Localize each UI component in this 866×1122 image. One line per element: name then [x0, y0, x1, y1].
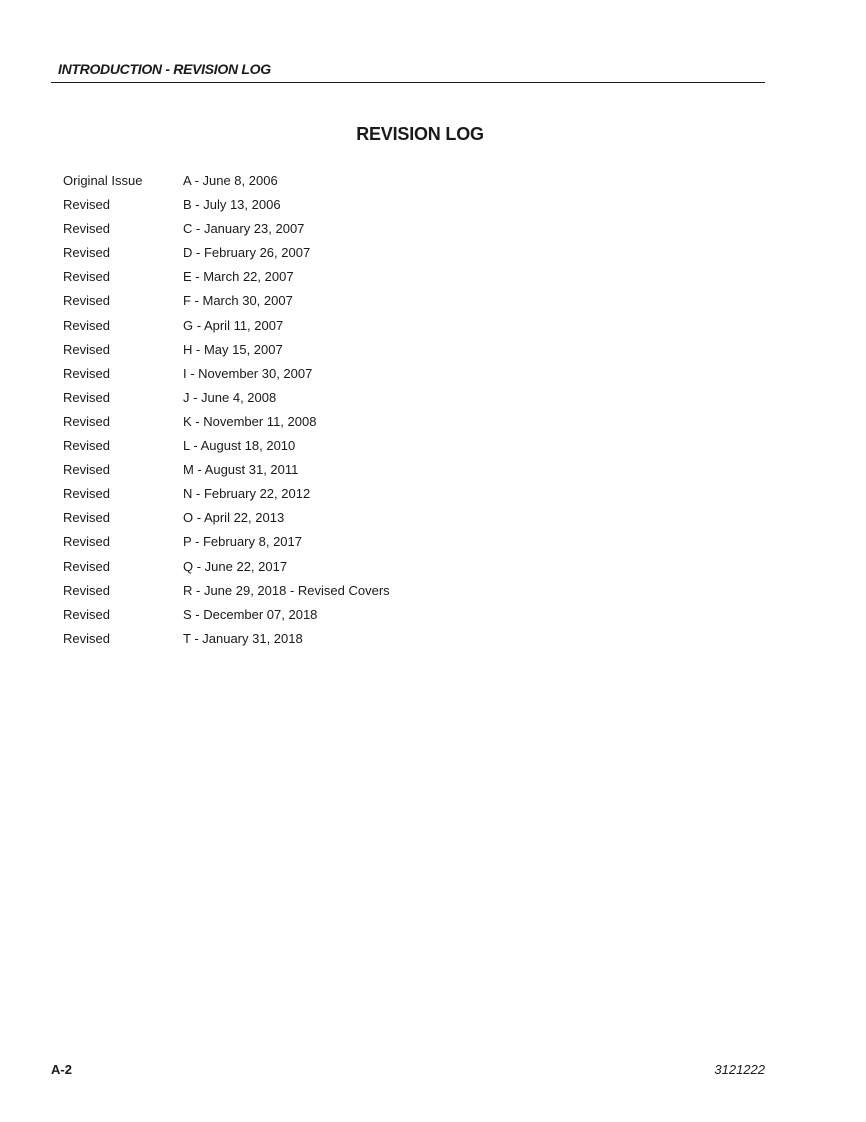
revision-entry: M - August 31, 2011	[183, 462, 299, 478]
revision-status: Revised	[63, 606, 110, 622]
revision-status: Revised	[63, 534, 110, 550]
revision-entry: S - December 07, 2018	[183, 606, 318, 622]
revision-entry: I - November 30, 2007	[183, 365, 313, 381]
revision-entry: J - June 4, 2008	[183, 389, 277, 405]
page-number: A-2	[51, 1062, 72, 1077]
revision-status: Original Issue	[63, 173, 143, 188]
revision-entry: H - May 15, 2007	[183, 341, 283, 357]
revision-status: Revised	[63, 582, 110, 598]
revision-status: Revised	[63, 197, 110, 213]
revision-entry: A - June 8, 2006	[183, 173, 278, 188]
revision-entry: O - April 22, 2013	[183, 510, 285, 526]
revision-status: Revised	[63, 413, 110, 429]
revision-status: Revised	[63, 221, 110, 237]
revision-entry: R - June 29, 2018 - Revised Covers	[183, 582, 390, 598]
revision-entry: C - January 23, 2007	[183, 221, 305, 237]
revision-status: Revised	[63, 389, 110, 405]
revision-status: Revised	[63, 293, 110, 309]
revision-status: Revised	[63, 365, 110, 381]
revision-status: Revised	[63, 486, 110, 502]
revision-status: Revised	[63, 510, 110, 526]
revision-status: Revised	[63, 245, 110, 261]
revision-entry: N - February 22, 2012	[183, 486, 311, 502]
revision-entry: L - August 18, 2010	[183, 438, 296, 454]
revision-entry: P - February 8, 2017	[183, 534, 302, 550]
document-number: 3121222	[714, 1062, 765, 1077]
revision-entry: D - February 26, 2007	[183, 245, 311, 261]
page-footer	[51, 1062, 765, 1080]
revision-status: Revised	[63, 630, 110, 646]
revision-entry: Q - June 22, 2017	[183, 558, 288, 574]
revision-entry: G - April 11, 2007	[183, 317, 284, 333]
revision-entry: K - November 11, 2008	[183, 413, 317, 429]
page-title: REVISION LOG	[356, 124, 484, 144]
revision-status: Revised	[63, 341, 110, 357]
page-header	[51, 60, 765, 83]
revision-status: Revised	[63, 462, 110, 478]
revision-status: Revised	[63, 438, 110, 454]
revision-entry: B - July 13, 2006	[183, 197, 281, 213]
revision-status: Revised	[63, 317, 110, 333]
revision-status: Revised	[63, 558, 110, 574]
section-title: INTRODUCTION - REVISION LOG	[58, 61, 271, 77]
revision-status: Revised	[63, 269, 110, 285]
revision-entry: E - March 22, 2007	[183, 269, 294, 285]
revision-entry: F - March 30, 2007	[183, 293, 293, 309]
revision-entry: T - January 31, 2018	[183, 630, 303, 646]
